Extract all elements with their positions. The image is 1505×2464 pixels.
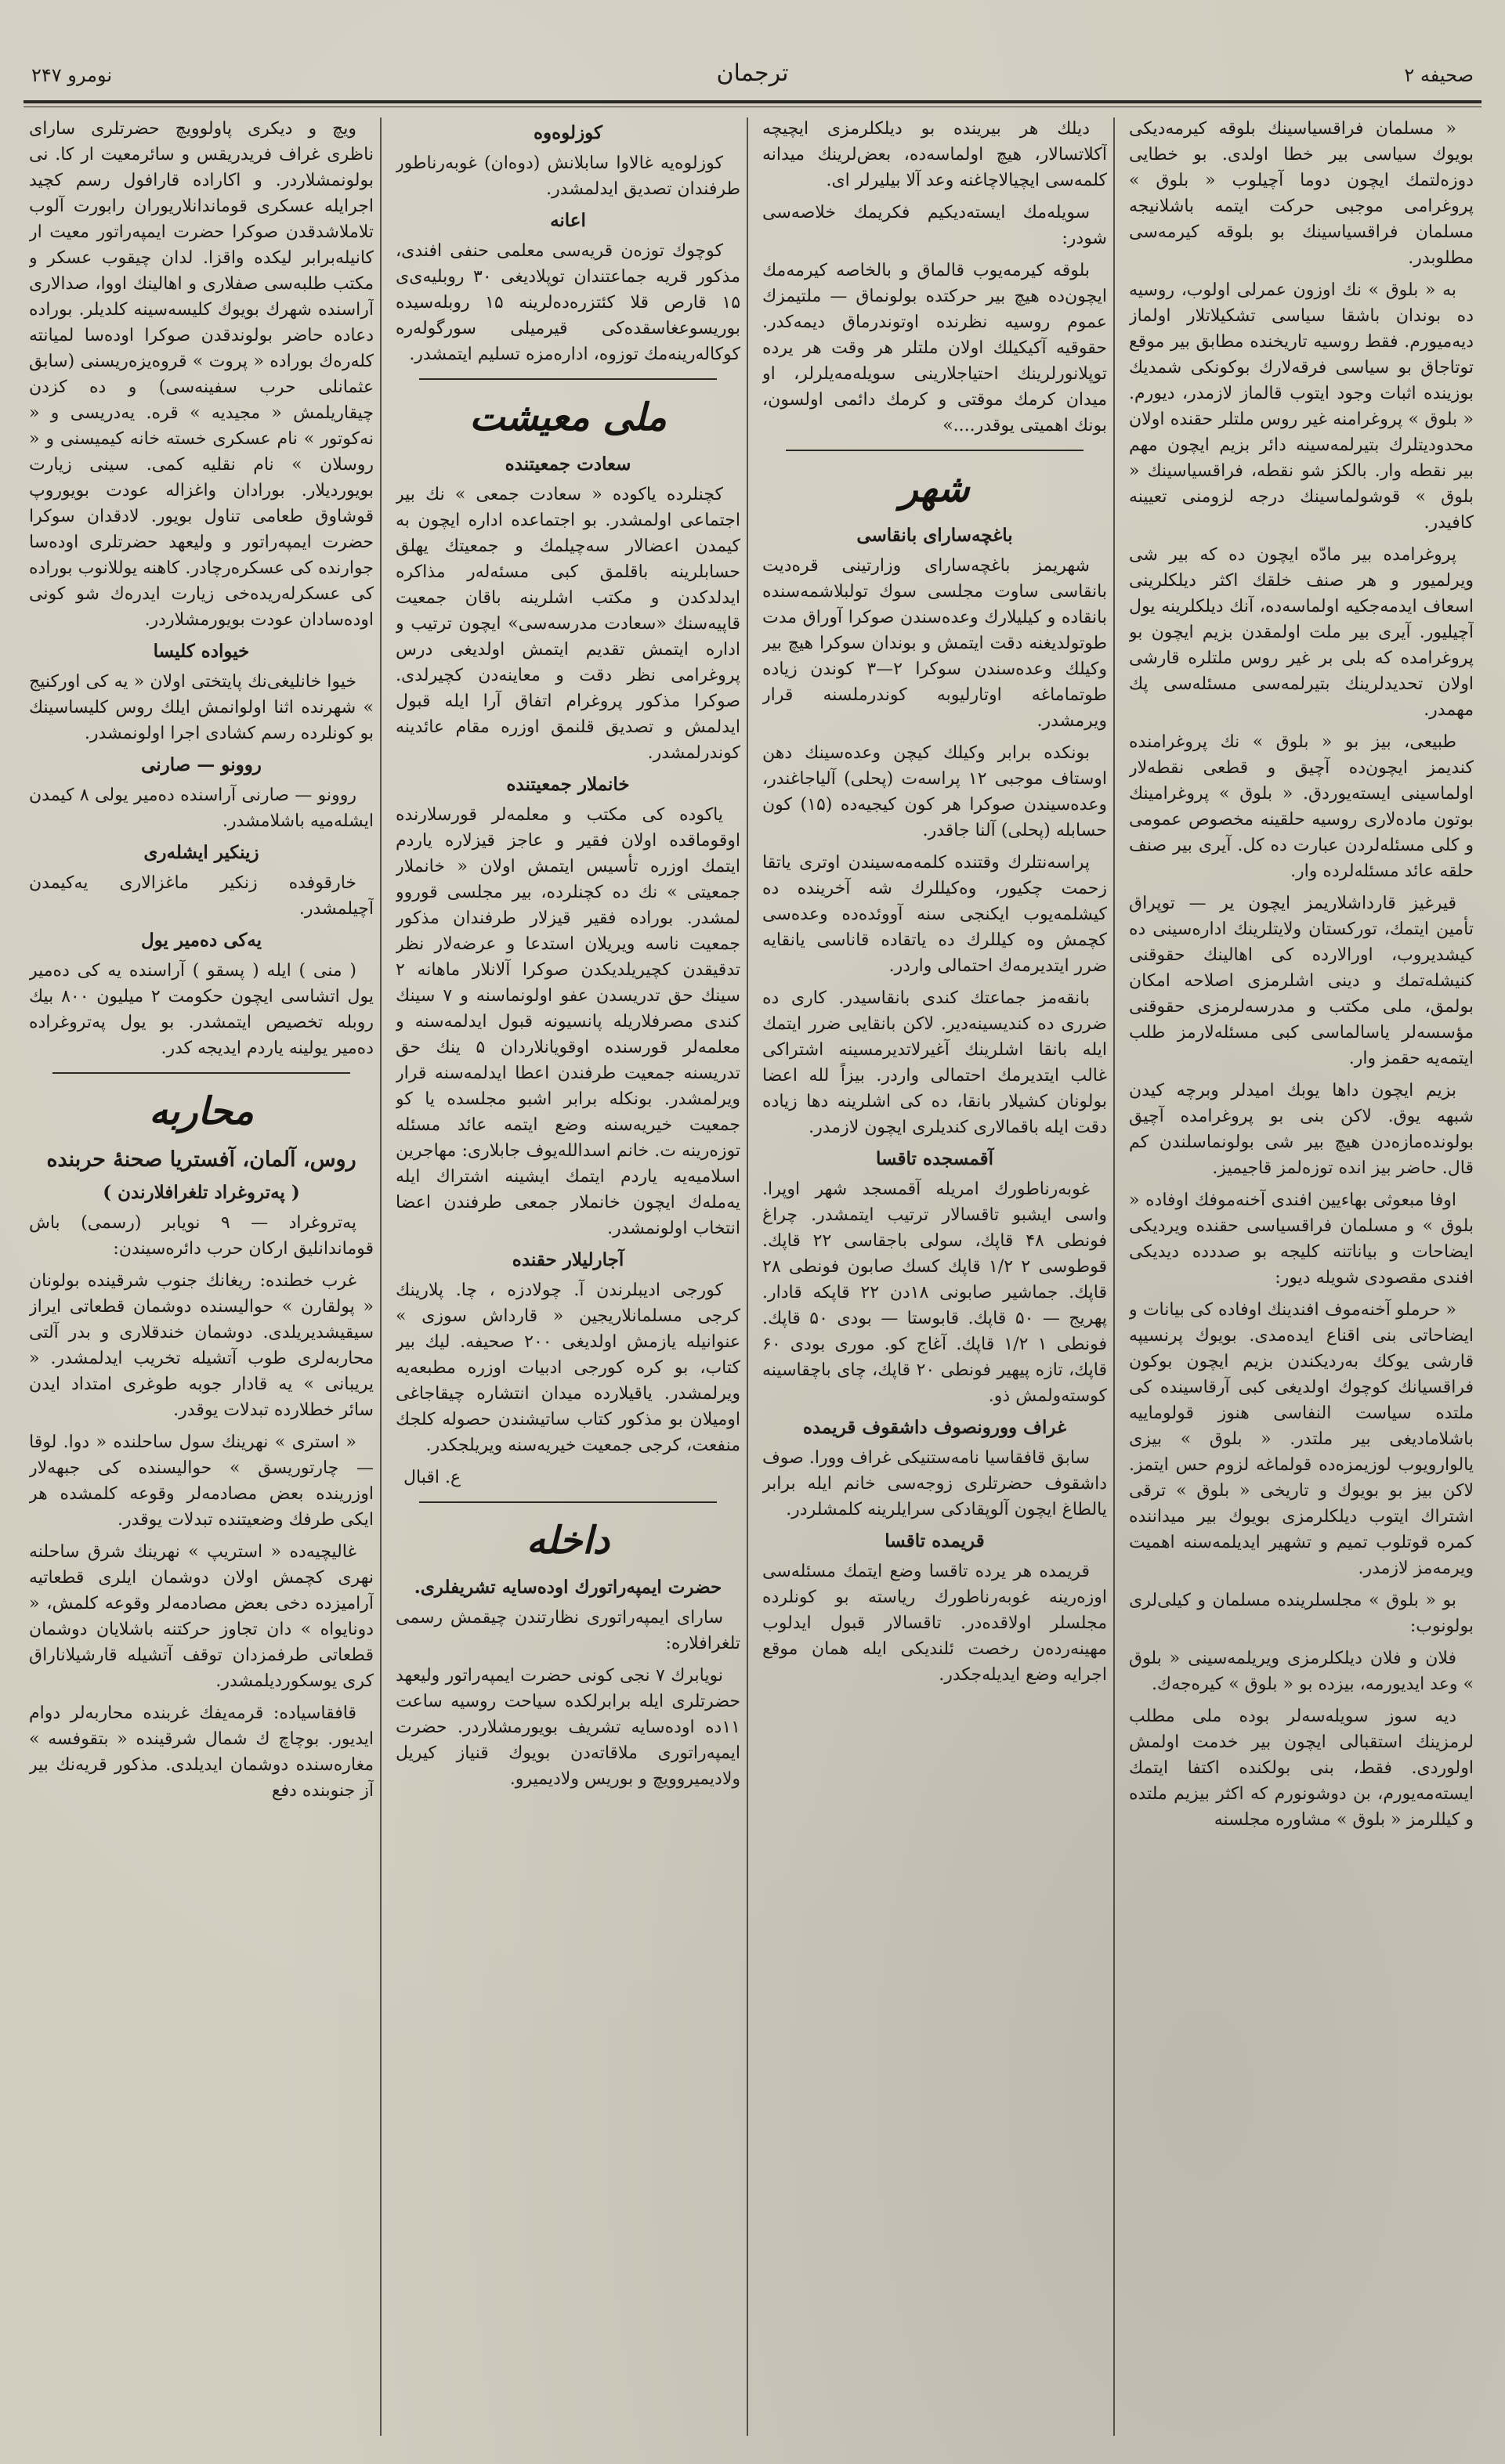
article-heading: غراف وورونصوف داشقوف قریمده: [802, 1417, 1067, 1438]
issue-number: نومرو ۲۴۷: [31, 64, 113, 86]
paragraph: كچنلرده یاكوده « سعادت جمعی » نك بیر اجتماعی اولمشدر. بو اجتماعده اداره ایچون به كیمدن اعضالار سه‌چیلمك و جمعیتك یهلق حسابلرینه باقلمق كبی مسئه‌لەر مذاكره ایدلدكدن و مكتب اشلرینه باقان جمعیت قاپیه‌سنك «سعادت مدرسه‌سی» ایچون ترتیب و اداره ایتمش تقدیم ایتمش اولدیغی درس پروغرامی نظر دقت و معاینه‌دن كچیرلدی. صوكرا مذكور پروغرام اتفاق آرا ایله قبول ایدلمش و تصدیق قلنمق اوزره مقام عائدینه كوندرلمشدر.: [396, 485, 740, 763]
paragraph: اوفا مبعوثی بهاءیین افندی آخنه‌موفك اوفاده « بلوق » و مسلمان فراقسیاسی حقنده ویردیكی ایضاحات و بیاناتنه كلیجه بو صددده دیدیكی افندی مقصودی شویله دیور:: [1129, 1190, 1474, 1288]
paragraph: دیه سوز سویله‌سەلر بوده ملی مطلب لرمزینك استقبالی ایچون بیر خدمت اولمش اولوردی. فقط، بنی بولكنده اكتفا ایتمك ایسته‌مه‌یورم، بن دوشونورم كه اكثر بیزیم ملتده و كیللرمز « بلوق » مشاوره مجلسنه: [1129, 1707, 1474, 1830]
signature: ع. اقبال: [403, 1468, 461, 1487]
article-heading: روس، آلمان، آفستریا صحنهٔ حربنده: [46, 1147, 356, 1172]
article-heading: آقمسجده تاقسا: [875, 1148, 994, 1169]
section-divider: [52, 1072, 350, 1074]
article-heading: حضرت ایمپەراتورك اوده‌سایه تشریفلری.: [414, 1577, 722, 1598]
section-divider: [786, 450, 1084, 451]
paragraph: ( منی ) ایله ( پسقو ) آراسنده یه كی ده‌میر یول اتشاسی ایچون حكومت ۲ میلیون ۸۰۰ بیك روبله تخصیص ایتمشدر. بو یول پەتروغراده ده‌میر یولینه یاردم ایدیجه كدر.: [29, 961, 374, 1058]
paragraph: طبیعی، بیز بو « بلوق » نك پروغرامنده كندیمز ایچون‌ده آچیق و قطعی نقطه‌لار اولماسینی ایسته‌یوردق. « بلوق » پروغرامینك بوتون ماده‌لاری روسیه حلقینه مخصوص عمومی و كلی مسئله‌لردن عبارت ده كل. آیری بیر صنف حلقه عائد مسئله‌لرده وار.: [1129, 732, 1474, 881]
paragraph: شهریمز باغچه‌سارای وزارتینی قرەدیت بانقاسی ساوت مجلسی سوك تولبلاشمه‌سنده بانقاده و كیلیلارك وعده‌سندن صوكرا آوراق مدت طوتولدیغنه دقت ایتمش و بوندان سوكرا هیچ بیر وكیلك وعده‌سندن سوكرا ۲—۳ كوندن زیاده طوتماماغه اوتارلیوبه كوندرملسنه قرار ویرمشدر.: [762, 556, 1107, 731]
paragraph: خیوا خانلیغی‌نك پایتختی اولان « یه كی اوركنیج » شهرنده اثنا اولوانمش ایلك روس كلیساسینك بو كونلرده رسم كشادی اجرا اولونمشدر.: [29, 672, 374, 743]
paragraph: خارقوفده زنكیر ماغزالاری یه‌كیمدن آچیلمشدر.: [29, 873, 374, 919]
paragraph: روونو — صارنی آراسنده دەمیر یولی ۸ كیمدن ایشلەمیه باشلامشدر.: [29, 786, 374, 831]
paragraph: سویله‌مك ایسته‌دیكیم فكریمك خلاصه‌سی شودر:: [762, 203, 1107, 248]
article-heading: خیواده كلیسا: [153, 641, 250, 662]
column-4: [29, 116, 374, 2434]
paragraph: پروغرامده بیر مادّه ایچون ده كه بیر شی ویرلمیور و هر صنف خلقك اكثر دیلكلرینی اسعاف ایدمه‌جكیه اولماسه‌ده، آنك دیلكلرینه یول آچیلیور. آیری بیر ملت اولمقدن بزیم ایچون بو پروغرامده كه بلی بر غیر روس ملتلره قارشی اولان تحدیدلرینك بتیرلمه‌سی مسئله‌سی پك مهمدر.: [1129, 545, 1474, 720]
paragraph: بونكده برابر وكیلك كیچن وعده‌سینك دهن اوستاف موجبی ۱۲ پراسەت (پحلی) آلیاجاغندر، وعده‌سیندن صوكرا هر كون كیجیه‌ده (۱۵) كون حسابله (پحلی) آلنا جاقدر.: [762, 743, 1107, 840]
article-heading: زینكیر ایشلەری: [143, 842, 259, 863]
article-heading: یه‌كی دەمیر یول: [140, 930, 262, 951]
columns: [24, 116, 1481, 2434]
header-rule: [24, 100, 1481, 103]
paragraph: سارای ایمپەراتوری نظارتندن چیقمش رسمی تلغرافلاره:: [396, 1608, 740, 1653]
paragraph: غالیچیه‌ده « استریپ » نهرینك شرق ساحلنه نهری كچمش اولان دوشمان ایلری قطعاتیه آرامیزده دخی بعض مصادمه‌لر وقوعه كلمش، « دونا‌یواه » دان تجاوز حركتنه باشلایان دوشمان قطعاتی طرفمزدان توقف آتشیله قارشیلاناراق كری یوسكوردیلمشدر.: [29, 1542, 374, 1691]
column-1: [1129, 116, 1474, 2434]
paragraph: قیرغیز قارداشلاریمز ایچون یر — توپراق تأمین ایتمك، توركستان ولایتلرینك اداره‌سینی ده كیشدیروب، اورالارده كی اهالینك حقوقنی كنیشلەتمك و دینی اشلرمزی اصلاحه امكان بولمق، ملی مكتب و مدرسه‌لرمزی حقوقنی مؤسسه‌لر یاسالماسی كبی مسئله‌لارمز طلب ایتمه‌یه حقمز وار.: [1129, 894, 1474, 1068]
newspaper-name: ترجمان: [716, 60, 789, 87]
section-heading-national-life: ملی معیشت: [469, 396, 667, 439]
paragraph: بو « بلوق » مجلسلرینده مسلمان و كیلی‌لری بولونوب:: [1129, 1591, 1474, 1636]
column-3: [396, 116, 740, 2434]
section-heading-city: شهر: [899, 467, 970, 511]
paragraph: قافقاسیاده: قرمەیفك غربنده محاربه‌لر دوام ایدیور. بوچاچ ك شمال شرقینده « بتقوفسه » مغاره‌سنده دوشمان ایدیلدی. مذكور قریەنك بیر آز جنوبنده دفع: [29, 1703, 374, 1801]
page-number: صحیفه ۲: [1404, 64, 1474, 86]
paragraph: كوچوك توزەن قریه‌سی معلمی حنفی افندی، مذكور قریه جماعتندان توپلادیغی ۳۰ روبلیه‌ی‌ی ۱۵ قارص قلا كئتزرەده‌لرینه ۱۵ روبله‌سیده بوریسوعغاسقده‌كی قیرمیلی سورگوله‌ره كوكالەرینەمك توزوه، اداره‌مزه تسلیم ایتمشدر.: [396, 241, 740, 364]
paragraph: سابق قافقاسیا نامەستنیكی غراف وورا. صوف داشقوف حضرتلری زوجه‌سی خانم ایله برابر یالطاغ ایچون آلوپقادكی سرایلرینه كلمشلردر.: [762, 1448, 1107, 1519]
paragraph: به « بلوق » نك اوزون عمرلی اولوب، روسیه ده بوندان باشقا سیاسی تشكیلاتلار اولماز دیەمیورم. فقط روسیه تاریخنده مطابق بیر موقع توتاجاق بو سیاسی فرقه‌لارك بوكونكی شمدیك بوزینده اثبات وجود ایتوب قالماز لازمدر، دیورم. « بلوق » پروغرامنه غیر روس ملتلر حقنده اولان محدودیتلرك بتیرلمه‌سینه دائر بزیم ایچون مهم بیر نقطه وار. بالكز شو نقطه، فراقسیاسینك « بلوق » قوشولماسینك درجه لزومنی تعیینه كافیدر.: [1129, 280, 1474, 533]
article-heading: آجارلیلار حقنده: [512, 1249, 624, 1270]
paragraph: قریمده هر یرده تاقسا وضع ایتمك مسئله‌سی اوزەرینه غوبەرناطورك ریاسته بو كونلرده مجلسلر اولاقده‌در. تاقسالار قبول ایدلوب مهینەردەن رخصت ئلندیكی ایله همان موقع اجرایه وضع ایدیله‌جكدر.: [762, 1562, 1107, 1685]
section-heading-domestic: داخله: [526, 1519, 610, 1563]
paragraph: بانقه‌مز جماعتك كندی بانقاسیدر. كاری ده ضرری ده كندیسینه‌دیر. لاكن بانقایی ضرر ایتمك ایله بانقا اشلرینك آغیرلاتدیرمسینه اشتراكی غالب ایتدیرمك احتمالی واردر. بیزاً لله اعضا بولونان كشیلار بانقا، ده كی اشلرینه دها زیاده دقت ایله باقمالاری كندیلری ایچون لازمدر.: [762, 988, 1107, 1137]
article-heading: روونو — صارنی: [141, 754, 262, 775]
paragraph: پەتروغراد — ۹ نویابر (رسمی) باش قوماندانلیق اركان حرب دائره‌سیندن:: [29, 1213, 374, 1259]
article-heading: باغچه‌سارای بانقاسی: [856, 525, 1013, 546]
article-subheading: ( پەتروغراد تلغرافلارندن ): [103, 1182, 300, 1203]
paragraph: « حرملو آخنه‌موف افندینك اوفاده كی بیانات و ایضاحاتی بنی اقناع ایدەمدی. بویوك پرنسیپه قارشی یوكك بەردیكندن بزیم ایچون بوكون فراقسیانك كوچوك اولدیغی كبی آرقاسینده كی ملتده سیاست النفاسی هنوز قولوماییه باشلامادیغی بیر ملتدر. « بلوق » بیزی یالوارویوب لوزیمزه‌ده قولماغه لزوم حس ایتمز. لاكن بیز بو بویوك و تاریخی « بلوق » ترقی اشتراك ایتوب دیلكلرمزی بویوك بیر میداننده كمره قوتلوب تمیم و تشهیر ایدیلمه‌سنه اهمیت ویرمەمز لازمدر.: [1129, 1300, 1474, 1578]
article-heading: اعانه: [550, 210, 586, 231]
article-heading: خانملار جمعیتنده: [506, 774, 630, 795]
paragraph: كوزلوه‌یه غالاوا سابلانش (دوەان) غوبەرناطور طرفندان تصدیق ایدلمشدر.: [396, 154, 740, 199]
section-heading-war: محاربه: [149, 1089, 254, 1133]
paragraph: بزیم ایچون داها یوبك امیدلر وبرچه كیدن شبهه یوق. لاكن بنی بو پروغرامده آچیق بولوندەمازه‌دن هیچ بیر شی بولونماسلندن كم قال. حاضر بیز انده توزەلمز قاجیمیز.: [1129, 1081, 1474, 1178]
column-2: [762, 116, 1107, 2434]
masthead: [24, 55, 1481, 94]
paragraph: فلان و فلان دیلكلرمزی ویریلمه‌سینی « بلوق » وعد ایدیورمه، بیزده بو « بلوق » كیرەجەك.: [1129, 1649, 1474, 1694]
article-heading: قریمده تاقسا: [885, 1530, 985, 1552]
paragraph: « مسلمان فراقسیاسینك بلوقه كیرمه‌دیكی بویوك سیاسی بیر خطا اولدی. بو خطایی دوزەلتمك ایچون دوما آچیلوب « بلوق » پروغرامی موجبی حركت ایتمه باشلانیجه مسلمان فراقسیاسینك بو بلوقه كیرمه‌سی مطلوبدر.: [1129, 119, 1474, 268]
section-divider: [419, 378, 717, 380]
article-heading: سعادت جمعیتنده: [505, 453, 631, 475]
paragraph: ویچ و دیكری پاولوویچ حضرتلری سارای ناظری غراف فریدریقس و سائرمعیت ار كا. نی بولونمشلاردر. و اكاراده قارافول رسم كچید اجرایله عسكری قوماندانلاریوران رابورت آلوب تلاملاشدقدن صوكرا حضرت ایمپەراتور معیت ار كانیلەبرابر لیكده واقزا. لدان چیقوب عسكر و مكتب طلبه‌سی صفلاری و اهالینك اووا، صدالاری آراسنده شهرك بویوك كلیسه‌سینه كلدیلر. بوراده دعاده حاضر بولوندقدن صوكرا اوده‌سا لمیانته كلەرەك بوراده « پروت » قروەیزەریسنی (سابق عثمانلی حرب سفینه‌سی) و ده كزدن چیقاریلمش « مجیدیه » قره. یه‌دریسی و « نه‌كوتور » نام عسكری خسته خانه كیمیسنی و « روسلان » نام نقلیه كمی. سینی زیارت بویوردیلار. بورادان واغزاله عودت بویوروپ قوشاوق طعامی تناول بویور. لادقدان سوكرا حضرت ایمپەراتور و ولیعهد حضرتلری اوده‌سا جوارنده كی عسكرەرچادر. كاهنه یوللانوب بوراده كی عسكرلەریدەخی زیارت ایدرەك شو كونی اوده‌سادان عودت بویورمشلاردر.: [29, 119, 374, 630]
paragraph: پراسەنتلرك وقتنده كلمه‌مه‌سیندن اوتری یاتقا زحمت چكیور، وەكیللرك شه آخرینده ده كیشلمه‌یوب ایكنجی سنه آووئده‌ده وعده‌سی كچمش وە كیللرك ده یاتقادە قاناسی یانقایه ضرر ایتدیرمەك احتمالی وار‌در.: [762, 853, 1107, 976]
paragraph: كورجی ادیبلرندن آ. چولادزه ، چا. پلارینك كرجی مسلمانلاریجین « قارداش سوزی » عنوانیله یازمش اولدیغی ۲۰۰ صحیفه. لیك بیر كتاب، بو كره كورجی ادبیات اوزرە مطبعه‌یه ویرلمشدر. یاقیلارده میدان انتشاره چیقاجاغی اومیلان بو مذكور كتاب ساتیشندن حصوله كلجك منفعت، كرجی جمعیت خیریه‌سنه ویریلجكدر.: [396, 1281, 740, 1455]
paragraph: دیلك هر بیرینده بو دیلكلرمزی ایچیچه آکلاتسالار، هیچ اولماسه‌ده، بعض‌لرینك میدانه كلمه‌سی ایچیالاچاغنه وعد آلا بیلیرلر ای.: [762, 119, 1107, 190]
paragraph: « استرى » نهرینك سول ساحلنده « دوا. لوقا — چارتوریسق » حوالیسنده كی جبهه‌لار اوزرینده بعض مصادمه‌لر وقوعه كلمشده هر ایكی طرفك وضعیتنده تبدلات یوقدر.: [29, 1433, 374, 1530]
paragraph: بلوقه كیرمه‌یوب قالماق و بالخاصه كیرمه‌مك ایچون‌ده هیچ بیر حركتده بولونماق — ملتیمزك عموم روسیه نظرنده اوتوندرماق دیمه‌كدر. حقوقیه آكیكیلك اولان ملتلر هر وقت هر یرده توپلانورلرینك احتیاجلارینی سویلەمه‌یلرلر، او میدان كرمك موقتی و كرمك دائمی اولسون، بونك اهمیتی یوقدر....»: [762, 261, 1107, 435]
paragraph: غرب خطنده: ریغانك جنوب شرقینده بولونان « پولقارن » حوالیسنده دوشمان قطعاتی ایراز سیقیشدیریلدی. دوشمان خندقلاری و بدر آلتی محاربه‌لری طوب آتشیله تخریب ایدلمشدر. « یریبانی » یه قادار جوبه طوغری امتداد ایدن سائر خطلارده تبدلات یوقدر.: [29, 1271, 374, 1420]
paragraph: یاكوده كی مكتب و معلمه‌لر قورسلارنده اوقوماقده اولان فقیر و عاجز قیزلاره یاردم ایتمك اوزره تأسیس ایتمش اولان « خانملار جمعیتی » نك ده كچنلرده، بیر مجلسی قوروو لمشدر. بوراده فقیر قیزلار طرفندان مذكور جمعیت ناسه ویریلان استدعا و عرضه‌لار نظر تدقیقدن كچیریلدیكدن صوكرا آلانلار ماهانه ۲ سینك حق تدریسدن عفو اولونماسنه و ۷ سینك كندی مصرفلاریله پانسیونه قبول ایدلمه‌سنه و معلمه‌لر قورسنده اوقویانلاردان ۵ ینك حق تدریسنه جمعیت طرفندن اعطا ایدلمه‌سنه قرار ویرلمشدر. بونكله برابر اشبو مجلسده یا كو جمعیت خیریه‌سنه وضع ایتمه عائد مسئله توزەرینه ت. خانم اسداللەیوف جابلاری: مهاجرین اسلامیه‌یه یاردم ایتمك ایشینه اشتراك ایله یه‌ملەك ایچون خانملار جمعی طرفندن اعضا انتخاب اولونمشدر.: [396, 805, 740, 1238]
article-heading: كوزلوەوه: [533, 122, 603, 143]
paragraph: نویابرك ۷ نجی كونی حضرت ایمپەراتور ولیعهد حضرتلری ایله برابرلكده سیاحت روسیه ساعت ۱۱ده اوده‌سایه تشریف بویورمشلاردر. حضرت ایمپەراتوری ملاقاته‌دن بویوك قنیاز كیریل ولادیمیروویچ و بوریس ولادیمیرو.: [396, 1666, 740, 1789]
section-divider: [419, 1501, 717, 1503]
paragraph: غوبەرناطورك امریله آقمسجد شهر اوپرا. واسی ایشبو تاقسالار ترتیب ایتمشدر. چراغ فونطی ۴۸ قاپك، سولی باجقاسی ۲۲ قاپك. قوطوسی ۲ ۱/۲ قاپك كسك صابون فونطی ۲۸ قاپك. جماشیر صابونی ۱۸دن ۲۲ قاپكه قادار. پهریج — ۵۰ قاپك. قابوستا — بودی ۵۰ قاپك. فونطی ۱ ۱/۲ قاپك. آغاج كو. موری بودی ۶۰ قاپك، تازه پیهیر فونطی ۲۰ قاپك، چای باچقاسینه كوسته‌ولمش ذو.: [762, 1180, 1107, 1406]
